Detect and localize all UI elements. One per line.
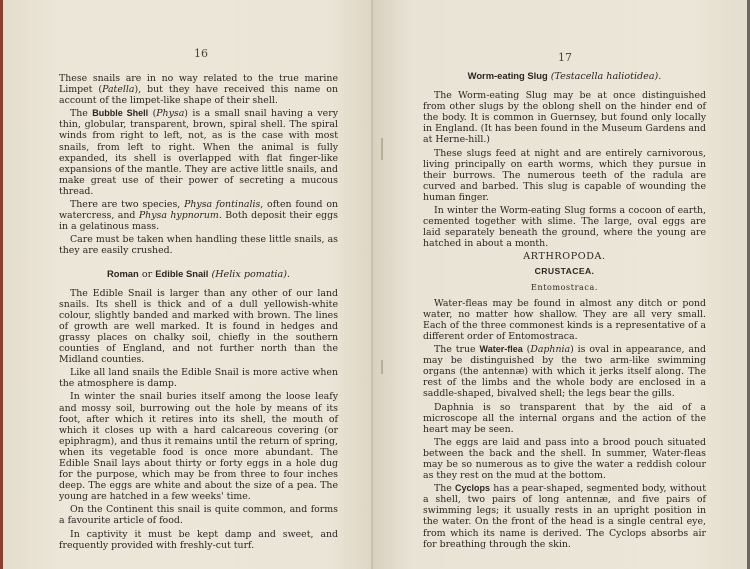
paragraph: There are two species, Physa fontinalis, often found on watercress, and Physa hypnorum. Both deposit their eggs in a gelatinous mass. xyxy=(59,199,338,233)
left-page xyxy=(3,0,373,569)
paragraph: The Cyclops has a pear-shaped, segmented body, without a shell, two pairs of long antennæ, and five pairs of swimming legs; it usually rests in an upright position in the water. On the front of the head is a single central eye, from which its name is derived. The Cyclops absorbs air for breathing through the skin. xyxy=(423,483,706,550)
section-heading: Roman or Edible Snail (Helix pomatia). xyxy=(106,267,291,280)
paragraph: The Bubble Shell (Physa) is a small snail having a very thin, globular, transparent, brown, spiral shell. The spiral winds from right to left, not, as is the case with most snails, from left to right. When the animal is fully expanded, its shell is overlapped with flat finger-like expansions of the mantle. They are active little snails, and make great use of their power of secreting a mucous thread. xyxy=(59,108,339,197)
paragraph: These slugs feed at night and are entirely carnivorous, living principally on earth worms, which they pursue in their burrows. The numerous teeth of the radula are curved and barbed. This slug is capable of wounding the human finger. xyxy=(423,147,706,203)
binding-mark xyxy=(381,360,383,374)
paragraph: Daphnia is so transparent that by the aid of a microscope all the internal organs and the action of the heart may be seen. xyxy=(423,401,706,435)
left-column xyxy=(59,73,338,553)
paragraph: These snails are in no way related to the true marine Limpet (Patella), but they have received this name on account of the limpet-like shape of their shell. xyxy=(59,73,338,107)
paragraph: The eggs are laid and pass into a brood pouch situated between the back and the shell. In summer, Water-fleas may be so numerous as to give the water a reddish colour as they rest on the mud at the bottom. xyxy=(423,436,706,482)
paragraph: Water-fleas may be found in almost any ditch or pond water, no matter how shallow. They are all very small. Each of the three commonest kinds is a representative of a different order of Entomostraca. xyxy=(423,297,706,342)
right-page xyxy=(373,0,747,569)
paragraph: In winter the Worm-eating Slug forms a cocoon of earth, cemented together with slime. The large, oval eggs are laid separately beneath the ground, where the young are hatched in about a month. xyxy=(423,205,706,250)
section-heading: Worm-eating Slug (Testacella haliotidea). xyxy=(467,70,662,82)
subsubsection-title: Entomostraca. xyxy=(531,282,598,292)
paragraph: Like all land snails the Edible Snail is more active when the atmosphere is damp. xyxy=(59,367,338,390)
page-number: 16 xyxy=(194,47,208,60)
page-number: 17 xyxy=(558,51,572,64)
right-column xyxy=(423,70,706,552)
paragraph: In winter the snail buries itself among the loose leafy and mossy soil, burrowing out the hole by means of its foot, after which it retires into its shell, the mouth of which it closes up with a hard calcareous covering (or epiphragm), and thus it remains until the return of spring, when its vegetable food is once more abundant. The Edible Snail lays about thirty or forty eggs in a hole dug for the purpose, which may be from three to four inches deep. The eggs are white and about the size of a pea. The young are hatched in a few weeks' time. xyxy=(59,391,338,503)
paragraph: Care must be taken when handling these little snails, as they are easily crushed. xyxy=(59,234,338,257)
subsection-title: CRUSTACEA. xyxy=(534,265,595,276)
section-title: ARTHROPODA. xyxy=(523,251,606,263)
paragraph: The true Water-flea (Daphnia) is oval in appearance, and may be distinguished by the two arm-like swimming organs (the antennæ) with which it jerks itself along. The rest of the limbs and the whole body are enclosed in a saddle-shaped, bivalved shell; the legs bear the gills. xyxy=(423,344,706,400)
paragraph: The Edible Snail is larger than any other of our land snails. Its shell is thick and of a dull yellowish-white colour, slightly banded and marked with brown. The lines of growth are well marked. It is found in hedges and grassy places on chalky soil, chiefly in the southern counties of England, and not further north than the Midland counties. xyxy=(59,287,338,366)
binding-mark xyxy=(381,138,383,160)
paragraph: In captivity it must be kept damp and sweet, and frequently provided with freshly-cut turf. xyxy=(59,528,338,551)
paragraph: On the Continent this snail is quite common, and forms a favourite article of food. xyxy=(59,504,338,527)
paragraph: The Worm-eating Slug may be at once distinguished from other slugs by the oblong shell on the hinder end of the body. It is common in Guernsey, but found only locally in England. (It has been found in the Museum Gardens and at Herne-hill.) xyxy=(423,90,706,146)
